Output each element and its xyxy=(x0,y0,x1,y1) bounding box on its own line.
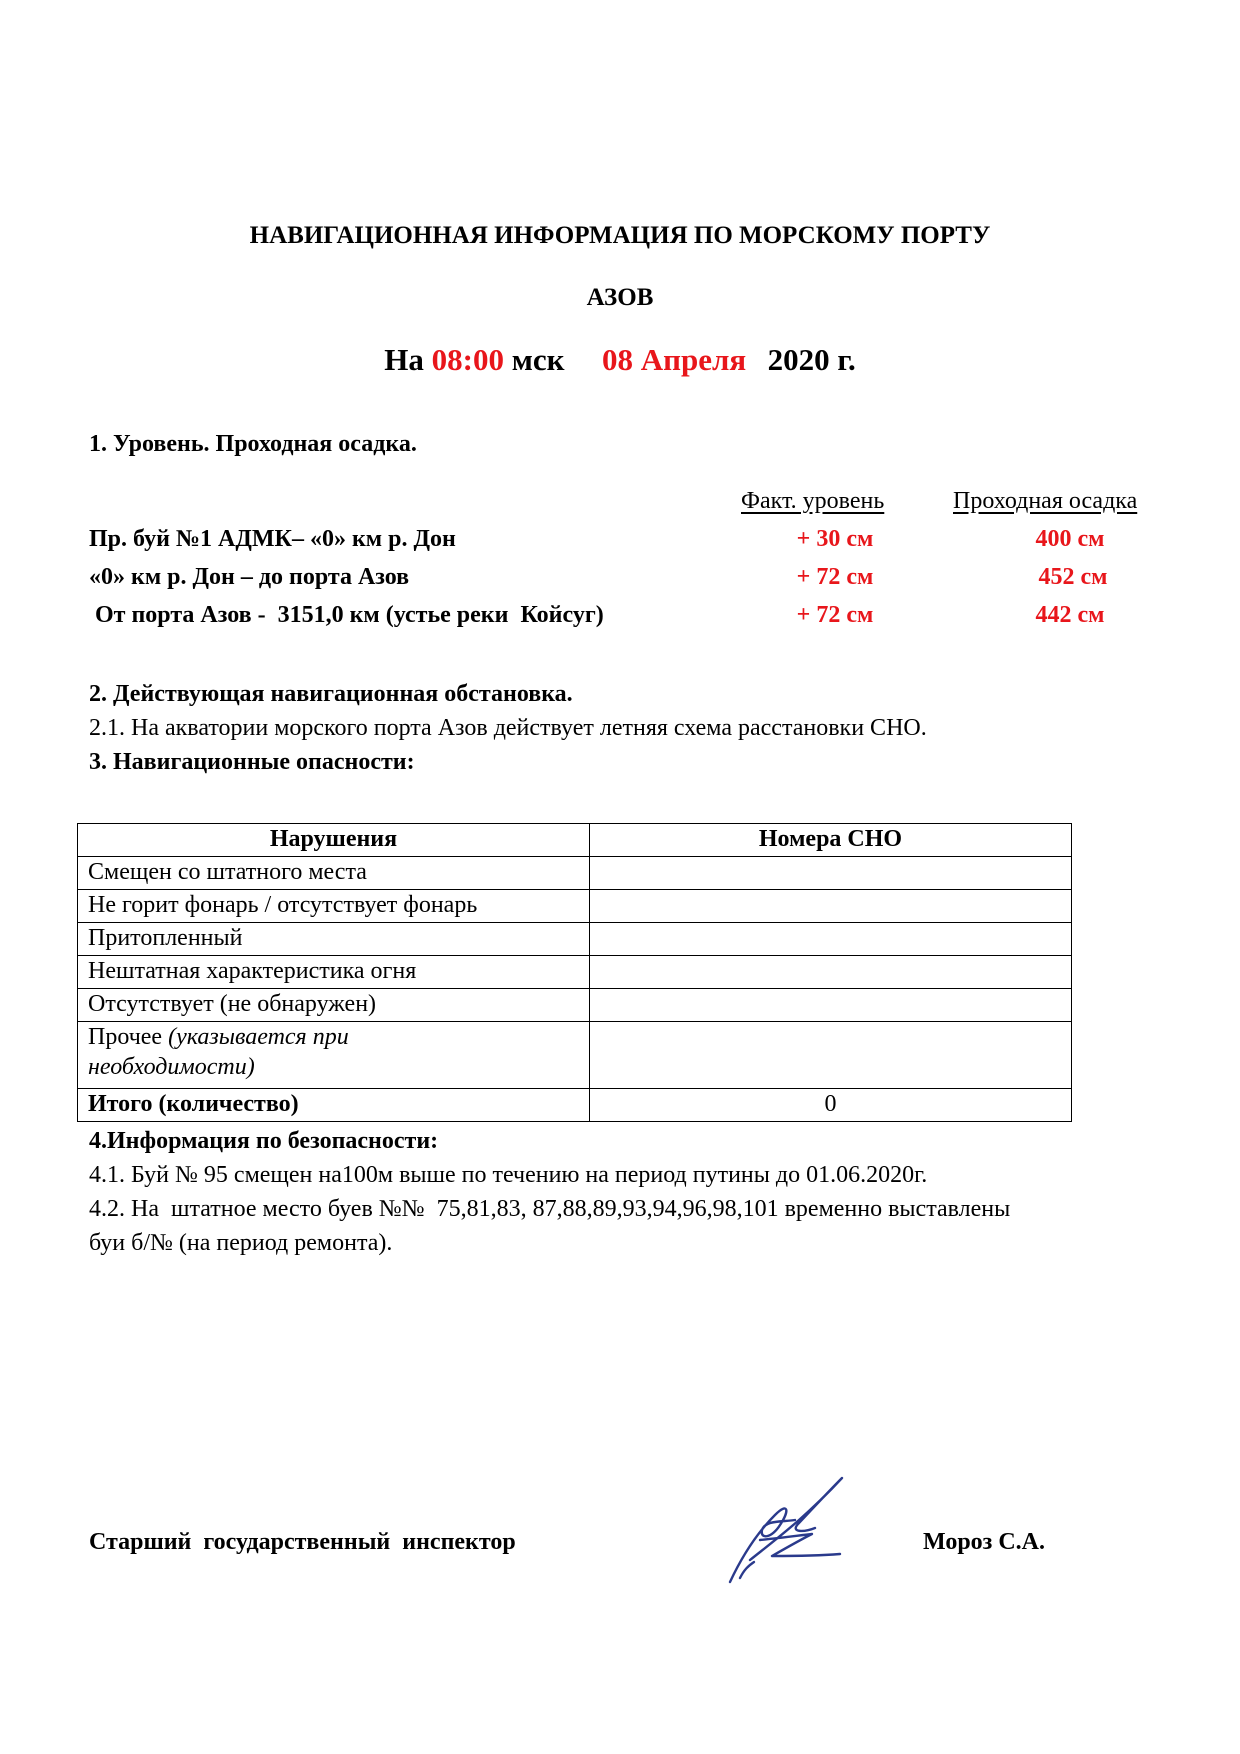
col-violations: Нарушения xyxy=(78,824,590,857)
sno-numbers-cell xyxy=(590,890,1072,923)
date-prefix: На xyxy=(384,342,424,377)
sno-numbers-cell xyxy=(590,1022,1072,1089)
report-datetime xyxy=(0,342,1240,378)
level-1: + 30 см xyxy=(796,526,874,552)
table-row xyxy=(78,857,1072,890)
report-time: 08:00 xyxy=(431,342,504,377)
violation-label: Смещен со штатного места xyxy=(78,857,590,890)
draft-3: 442 см xyxy=(1035,602,1105,628)
table-row xyxy=(78,956,1072,989)
sno-numbers-cell xyxy=(590,956,1072,989)
table-row xyxy=(78,923,1072,956)
signature-image xyxy=(720,1470,870,1590)
inspector-name: Мороз С.А. xyxy=(923,1529,1045,1555)
document-title: НАВИГАЦИОННАЯ ИНФОРМАЦИЯ ПО МОРСКОМУ ПОРТУ xyxy=(249,222,991,249)
draft-1: 400 см xyxy=(1035,526,1105,552)
sno-numbers-cell xyxy=(590,923,1072,956)
section4-heading: 4.Информация по безопасности: xyxy=(89,1128,439,1154)
inspector-position: Старший государственный инспектор xyxy=(89,1529,516,1555)
violation-label: Отсутствует (не обнаружен) xyxy=(78,989,590,1022)
col-sno-numbers: Номера СНО xyxy=(590,824,1072,857)
other-note-line2: необходимости) xyxy=(88,1054,255,1080)
hazards-table xyxy=(77,823,1072,1122)
sno-numbers-cell xyxy=(590,857,1072,890)
section1-heading: 1. Уровень. Проходная осадка. xyxy=(89,431,417,457)
col-actual-level: Факт. уровень xyxy=(741,488,885,514)
other-note-line1: (указывается при xyxy=(168,1024,349,1050)
other-label: Прочее xyxy=(88,1024,169,1050)
safety-item-2-line2: буи б/№ (на период ремонта). xyxy=(89,1230,393,1256)
time-zone: мск xyxy=(511,342,565,377)
section2-text: 2.1. На акватории морского порта Азов действует летняя схема расстановки СНО. xyxy=(89,715,927,741)
table-row-other xyxy=(78,1022,1072,1089)
draft-2: 452 см xyxy=(1038,564,1108,590)
route-2: «0» км р. Дон – до порта Азов xyxy=(89,564,410,590)
violation-label: Не горит фонарь / отсутствует фонарь xyxy=(78,890,590,923)
table-header-row xyxy=(78,824,1072,857)
violation-label: Нештатная характеристика огня xyxy=(78,956,590,989)
report-year: 2020 г. xyxy=(767,342,856,377)
section3-heading: 3. Навигационные опасности: xyxy=(89,749,415,775)
section2-heading: 2. Действующая навигационная обстановка. xyxy=(89,681,573,707)
safety-item-1: 4.1. Буй № 95 смещен на100м выше по течению на период путины до 01.06.2020г. xyxy=(89,1162,928,1188)
violation-label: Притопленный xyxy=(78,923,590,956)
table-row xyxy=(78,890,1072,923)
level-3: + 72 см xyxy=(796,602,874,628)
total-label: Итого (количество) xyxy=(78,1089,590,1122)
table-row xyxy=(78,989,1072,1022)
col-passing-draft: Проходная осадка xyxy=(953,488,1138,514)
port-name: АЗОВ xyxy=(586,284,654,311)
total-value: 0 xyxy=(590,1089,1072,1122)
route-3: От порта Азов - 3151,0 км (устье реки Койсуг) xyxy=(89,602,604,628)
level-2: + 72 см xyxy=(796,564,874,590)
table-row-total xyxy=(78,1089,1072,1122)
safety-item-2-line1: 4.2. На штатное место буев №№ 75,81,83, 87,88,89,93,94,96,98,101 временно выставлены xyxy=(89,1196,1011,1222)
report-date: 08 Апреля xyxy=(601,342,747,377)
route-1: Пр. буй №1 АДМК– «0» км р. Дон xyxy=(89,526,456,552)
sno-numbers-cell xyxy=(590,989,1072,1022)
violation-label-other xyxy=(78,1022,590,1089)
